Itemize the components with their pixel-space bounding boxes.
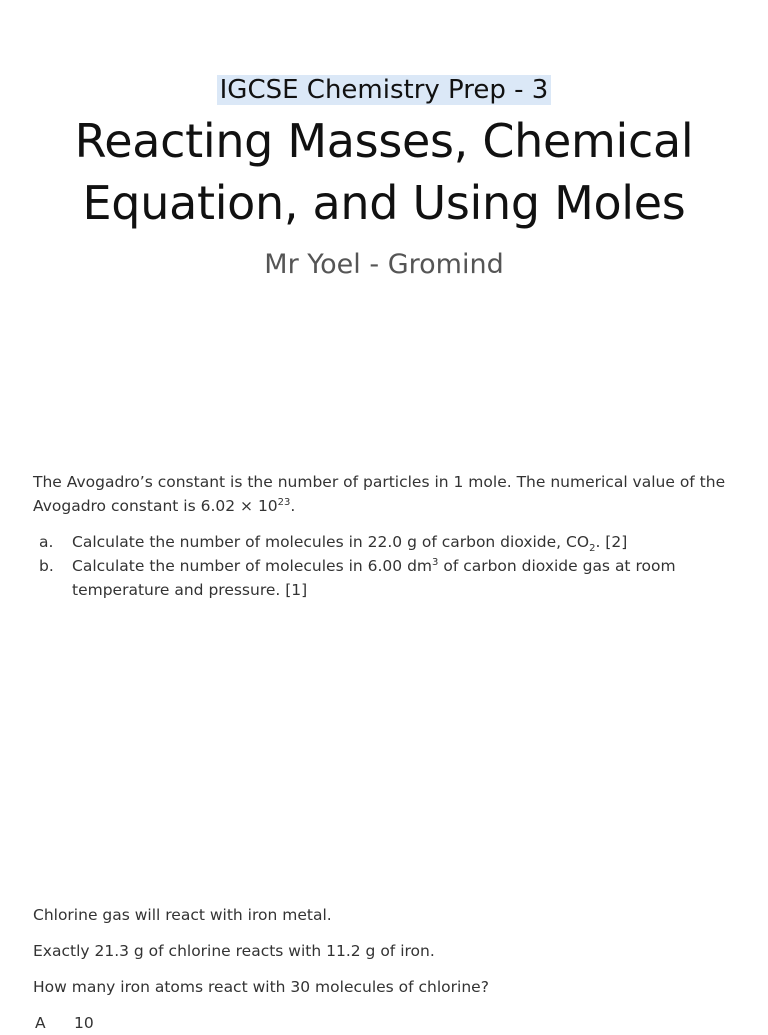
- question-1-intro: [33, 470, 733, 518]
- part-a-text: Calculate the number of molecules in 22.0 g of carbon dioxide, CO: [72, 533, 590, 551]
- part-a-marks: . [2]: [595, 533, 628, 551]
- part-b-text: Calculate the number of molecules in 6.00 dm: [72, 557, 433, 575]
- question-2-line-1: Chlorine gas will react with iron metal.: [33, 906, 332, 924]
- question-2-prompt: How many iron atoms react with 30 molecules of chlorine?: [33, 978, 489, 996]
- title-line-1: Reacting Masses, Chemical: [74, 114, 694, 168]
- prep-label: IGCSE Chemistry Prep - 3: [217, 75, 552, 105]
- option-marker: A: [35, 1014, 46, 1032]
- option-text: 10: [74, 1014, 94, 1032]
- document-subtitle: [0, 72, 768, 108]
- part-b-rest: of carbon dioxide gas at room temperature and pressure. [1]: [72, 557, 676, 599]
- question-2-line-2: Exactly 21.3 g of chlorine reacts with 11.2 g of iron.: [33, 942, 435, 960]
- author: Mr Yoel - Gromind: [264, 249, 504, 280]
- dm3-superscript: 3: [432, 556, 439, 568]
- avogadro-text: The Avogadro’s constant is the number of particles in 1 mole. The numerical value of the Avogadro constant is 6.02 × 10: [33, 473, 726, 515]
- avogadro-exponent: 23: [277, 496, 291, 508]
- question-1-part-a: [33, 530, 733, 554]
- document-title: [0, 110, 768, 234]
- part-marker: a.: [39, 533, 54, 551]
- co2-subscript: 2: [589, 543, 596, 555]
- question-2-option-a: [33, 1011, 94, 1035]
- question-1-parts: [33, 530, 733, 602]
- title-line-2: Equation, and Using Moles: [82, 176, 686, 230]
- part-marker: b.: [39, 557, 54, 575]
- avogadro-end: .: [290, 497, 296, 515]
- question-1-part-b: [33, 554, 733, 602]
